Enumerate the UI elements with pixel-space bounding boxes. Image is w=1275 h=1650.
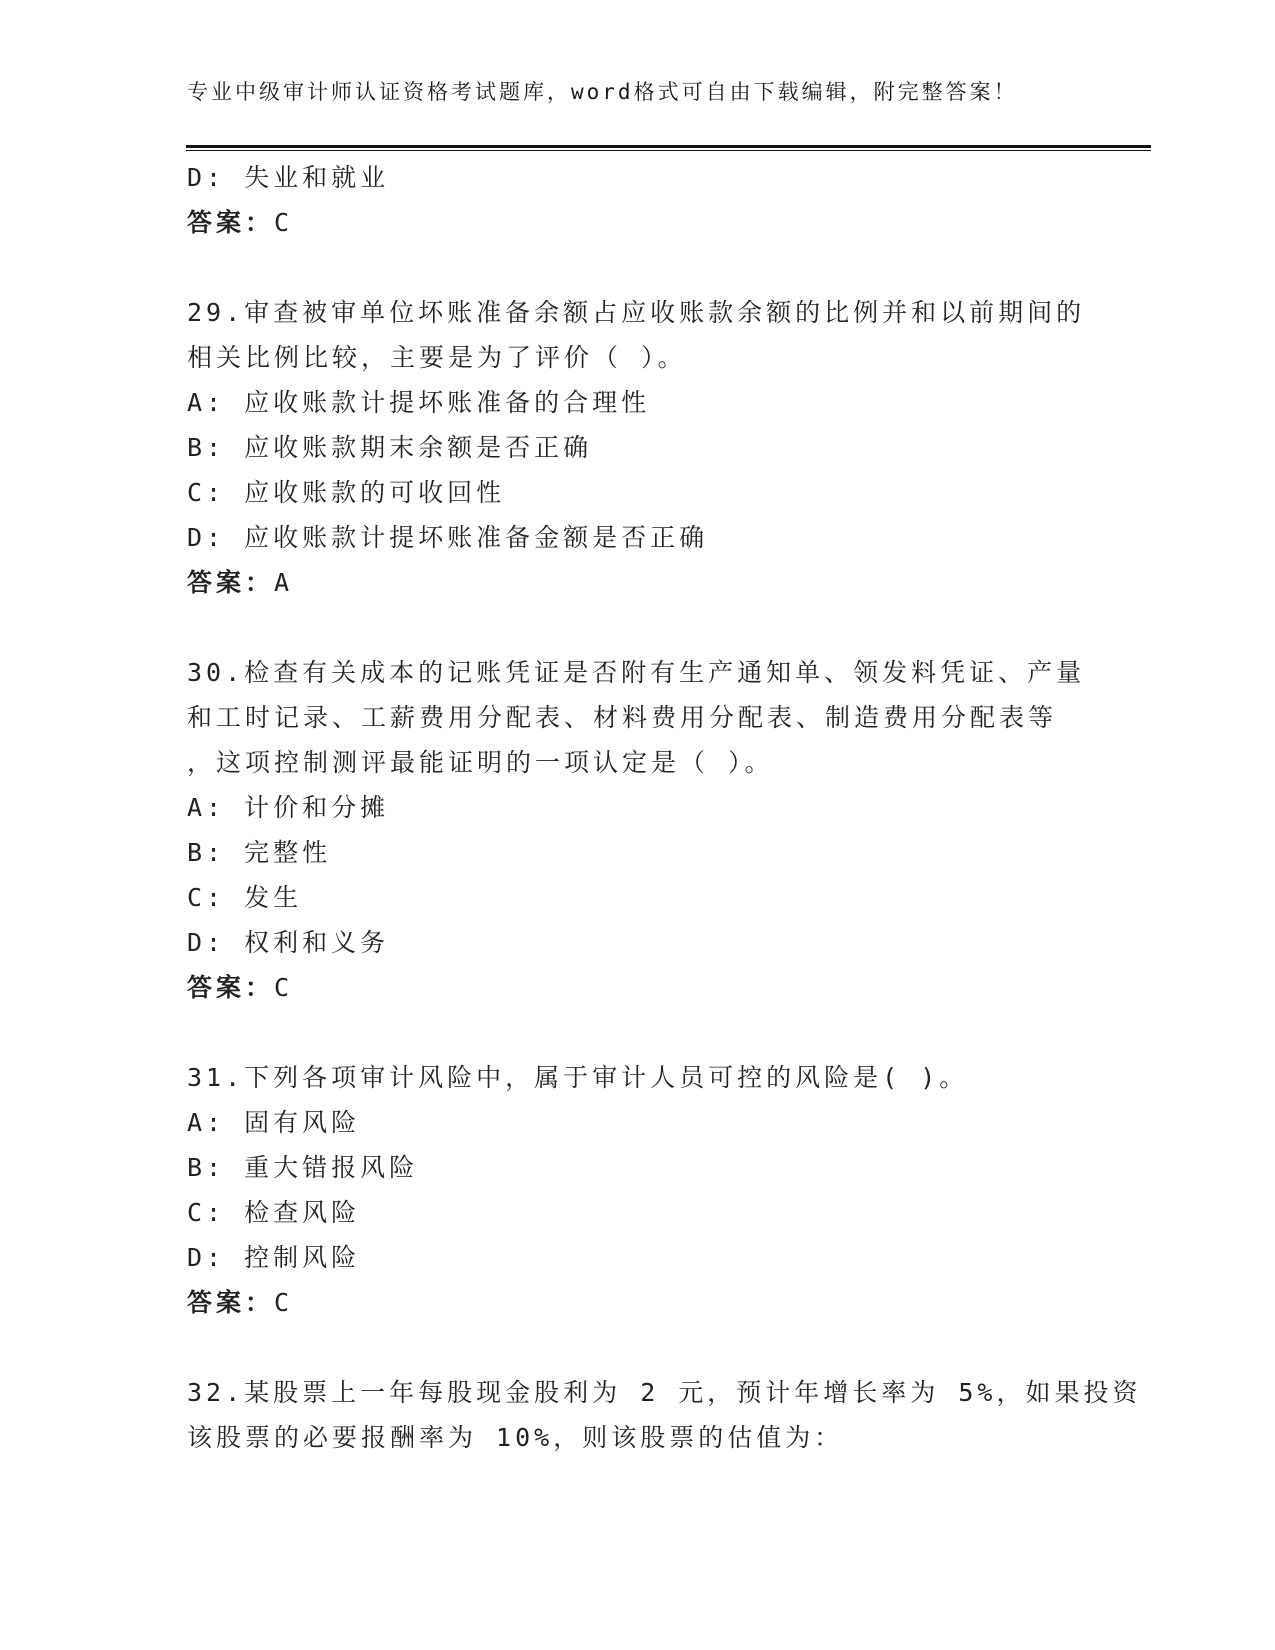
answer [187, 1280, 1087, 1325]
header-divider-thin [186, 150, 1151, 151]
header-divider [186, 145, 1151, 153]
option-a: A: 固有风险 [187, 1108, 361, 1137]
answer-label: 答案： [187, 208, 275, 237]
option-d: D: 应收账款计提坏账准备金额是否正确 [187, 523, 709, 552]
option-c: C: 检查风险 [187, 1198, 361, 1227]
option-b: B: 重大错报风险 [187, 1153, 419, 1182]
option-b: B: 完整性 [187, 838, 332, 867]
question-stem-line: 该股票的必要报酬率为 10%，则该股票的估值为： [187, 1423, 844, 1452]
answer-value: C [274, 208, 294, 237]
answer-label: 答案： [187, 568, 275, 597]
question-stem-line: 31.下列各项审计风险中，属于审计人员可控的风险是( )。 [187, 1063, 969, 1092]
prev-answer [187, 200, 1087, 245]
question-stem-line: 32.某股票上一年每股现金股利为 2 元，预计年增长率为 5%，如果投资 [187, 1378, 1142, 1407]
question-32 [187, 1370, 1142, 1460]
option-a: A: 计价和分摊 [187, 793, 390, 822]
spacer [187, 605, 1087, 650]
header-divider-thick [186, 145, 1151, 148]
option-d: D: 控制风险 [187, 1243, 361, 1272]
option-a: A: 应收账款计提坏账准备的合理性 [187, 388, 651, 417]
answer-label: 答案： [187, 973, 275, 1002]
question-30 [187, 650, 1087, 1010]
answer-value: C [274, 973, 294, 1002]
document-content [187, 155, 1142, 1460]
question-stem-line: 29.审查被审单位坏账准备余额占应收账款余额的比例并和以前期间的 [187, 298, 1086, 327]
answer [187, 965, 1087, 1010]
answer-label: 答案： [187, 1288, 275, 1317]
question-31 [187, 1055, 1087, 1325]
answer-value: C [274, 1288, 294, 1317]
spacer [187, 245, 1087, 290]
option-b: B: 应收账款期末余额是否正确 [187, 433, 593, 462]
spacer [187, 1325, 1087, 1370]
page-header: 专业中级审计师认证资格考试题库，word格式可自由下载编辑，附完整答案！ [187, 80, 1018, 104]
spacer [187, 1010, 1087, 1055]
question-stem-line: 30.检查有关成本的记账凭证是否附有生产通知单、领发料凭证、产量 [187, 658, 1086, 687]
option-c: C: 应收账款的可收回性 [187, 478, 506, 507]
question-stem-line: ，这项控制测评最能证明的一项认定是（ ）。 [187, 748, 774, 777]
question-29 [187, 290, 1087, 605]
answer [187, 560, 1087, 605]
answer-value: A [274, 568, 294, 597]
option-d: D: 权利和义务 [187, 928, 390, 957]
question-stem-line: 相关比例比较，主要是为了评价（ ）。 [187, 343, 687, 372]
prev-option-d: D: 失业和就业 [187, 163, 390, 192]
question-stem-line: 和工时记录、工薪费用分配表、材料费用分配表、制造费用分配表等 [187, 703, 1058, 732]
option-c: C: 发生 [187, 883, 303, 912]
